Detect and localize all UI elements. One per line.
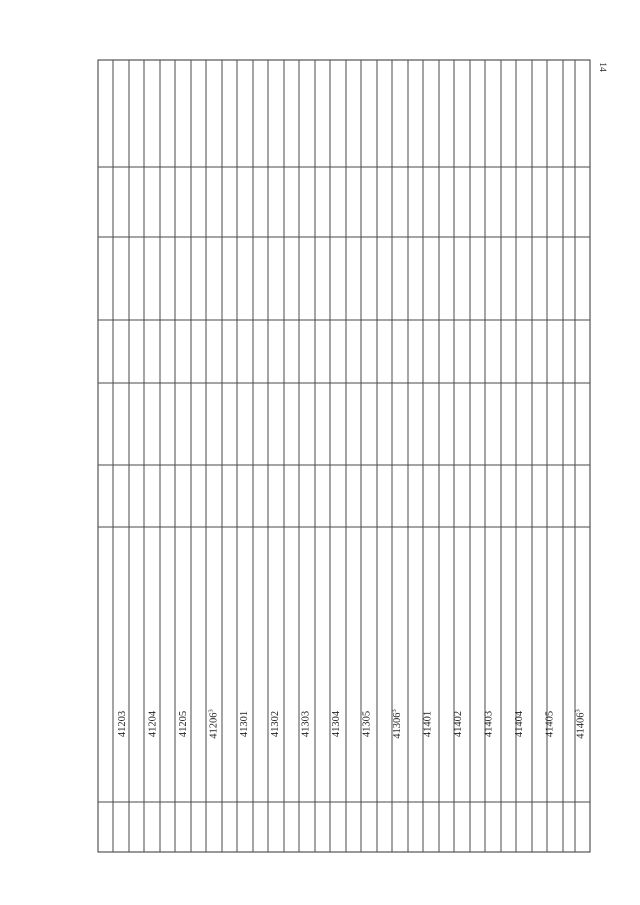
code-label: 41302 — [269, 710, 281, 738]
code-label: 41405 — [544, 710, 556, 738]
page-number: 14 — [597, 62, 607, 72]
code-label: 41206$^3$ — [207, 709, 220, 739]
code-label: 41306$^3$ — [390, 709, 403, 739]
code-label: 41303 — [300, 710, 312, 738]
code-labels — [117, 709, 586, 739]
footnote-marker: 3 — [207, 709, 215, 713]
code-label: 41402 — [453, 710, 465, 738]
footnote-marker: 3 — [574, 709, 582, 713]
code-label: 41304 — [330, 710, 342, 738]
code-label: 41404 — [514, 710, 526, 738]
footnote-marker: 3 — [390, 709, 398, 713]
code-label: 41205 — [178, 710, 190, 738]
code-label: 41203 — [117, 710, 128, 738]
code-label: 41403 — [483, 710, 495, 738]
code-label: 41204 — [147, 710, 159, 738]
code-label: 41401 — [422, 710, 434, 738]
code-label: 41305 — [361, 710, 373, 738]
code-label: 41301 — [239, 710, 251, 738]
code-label: 41406$^3$ — [574, 709, 587, 739]
